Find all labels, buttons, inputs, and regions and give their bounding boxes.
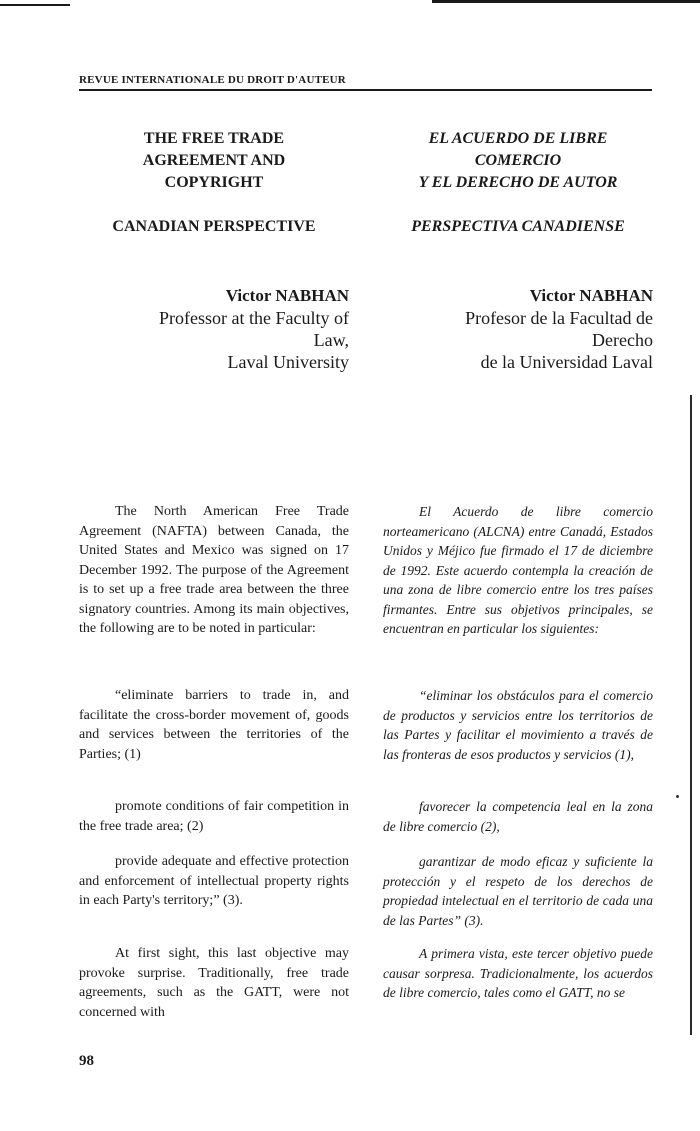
english-paragraph (79, 797, 349, 836)
english-author-block (79, 285, 349, 373)
paragraph: favorecer la competencia leal en la zona de libre comercio (2), (383, 799, 653, 834)
author-name: Victor NABHAN (225, 286, 349, 305)
english-paragraph (79, 686, 349, 764)
spanish-paragraph (383, 797, 653, 836)
scan-edge-mark (0, 4, 70, 6)
paragraph: A primera vista, este tercer objetivo puede causar sorpresa. Tradicionalmente, los acuerdos de libre comercio, tales como el GATT, no se (383, 946, 653, 1000)
spanish-author-block (383, 285, 653, 373)
spanish-paragraph (383, 502, 653, 639)
affiliation-line: Law, (313, 330, 349, 350)
affiliation-line: Derecho (592, 330, 653, 350)
paragraph: At first sight, this last objective may provoke surprise. Traditionally, free trade agreements, such as the GATT, were not concerned with (79, 946, 349, 1020)
english-title (79, 128, 349, 194)
spanish-subtitle-block (383, 218, 653, 236)
affiliation-line: Professor at the Faculty of (159, 308, 349, 328)
scan-edge-mark (690, 395, 692, 1035)
title-line: THE FREE TRADE (143, 130, 285, 147)
title-line: COPYRIGHT (164, 174, 264, 191)
title-line: EL ACUERDO DE LIBRE (428, 130, 608, 147)
paragraph: “eliminate barriers to trade in, and facilitate the cross-border movement of, goods and services between the territories of the Parties; (1) (79, 688, 349, 762)
english-subtitle-block (79, 218, 349, 236)
affiliation-line: Laval University (227, 352, 349, 372)
english-paragraph (79, 852, 349, 911)
title-line: COMERCIO (474, 152, 562, 169)
header-rule (79, 89, 652, 91)
paragraph: El Acuerdo de libre comercio norteamericano (ALCNA) entre Canadá, Estados Unidos y Méjico fue firmado el 17 de diciembre de 1992. Este acuerdo contempla la creación de una zona de libre comercio entre los tres países firmantes. Entre sus objetivos principales, se encuentran en particular los siguientes: (383, 504, 653, 636)
english-paragraph (79, 944, 349, 1022)
affiliation-line: de la Universidad Laval (480, 352, 653, 372)
paragraph: promote conditions of fair competition in the free trade area; (2) (79, 799, 349, 834)
paragraph: “eliminar los obstáculos para el comercio de productos y servicios entre los territorios de las Partes y facilitar el movimiento a través de las fronteras de esos productos y servicios (1), (383, 688, 653, 762)
scan-edge-mark (432, 0, 700, 3)
running-head: REVUE INTERNATIONALE DU DROIT D'AUTEUR (79, 74, 346, 86)
spanish-title (383, 128, 653, 194)
spanish-paragraph (383, 944, 653, 1003)
english-paragraph (79, 502, 349, 639)
author-name: Victor NABHAN (529, 286, 653, 305)
paragraph: garantizar de modo eficaz y suficiente la protección y el respeto de los derechos de propiedad intelectual en el territorio de cada una de las Partes” (3). (383, 854, 653, 928)
spanish-paragraph (383, 852, 653, 930)
title-line: AGREEMENT AND (142, 152, 286, 169)
page-number: 98 (79, 1053, 94, 1069)
spanish-paragraph (383, 686, 653, 764)
scan-speck (676, 795, 679, 798)
title-line: Y EL DERECHO DE AUTOR (418, 174, 618, 191)
subtitle: CANADIAN PERSPECTIVE (112, 218, 316, 235)
paragraph: provide adequate and effective protection and enforcement of intellectual property rights in each Party's territory;” (3). (79, 854, 349, 908)
subtitle: PERSPECTIVA CANADIENSE (411, 218, 625, 235)
affiliation-line: Profesor de la Facultad de (465, 308, 653, 328)
paragraph: The North American Free Trade Agreement (NAFTA) between Canada, the United States and Mexico was signed on 17 December 1992. The purpose of the Agreement is to set up a free trade area between the three signatory countries. Among its main objectives, the following are to be noted in particular: (79, 504, 349, 636)
